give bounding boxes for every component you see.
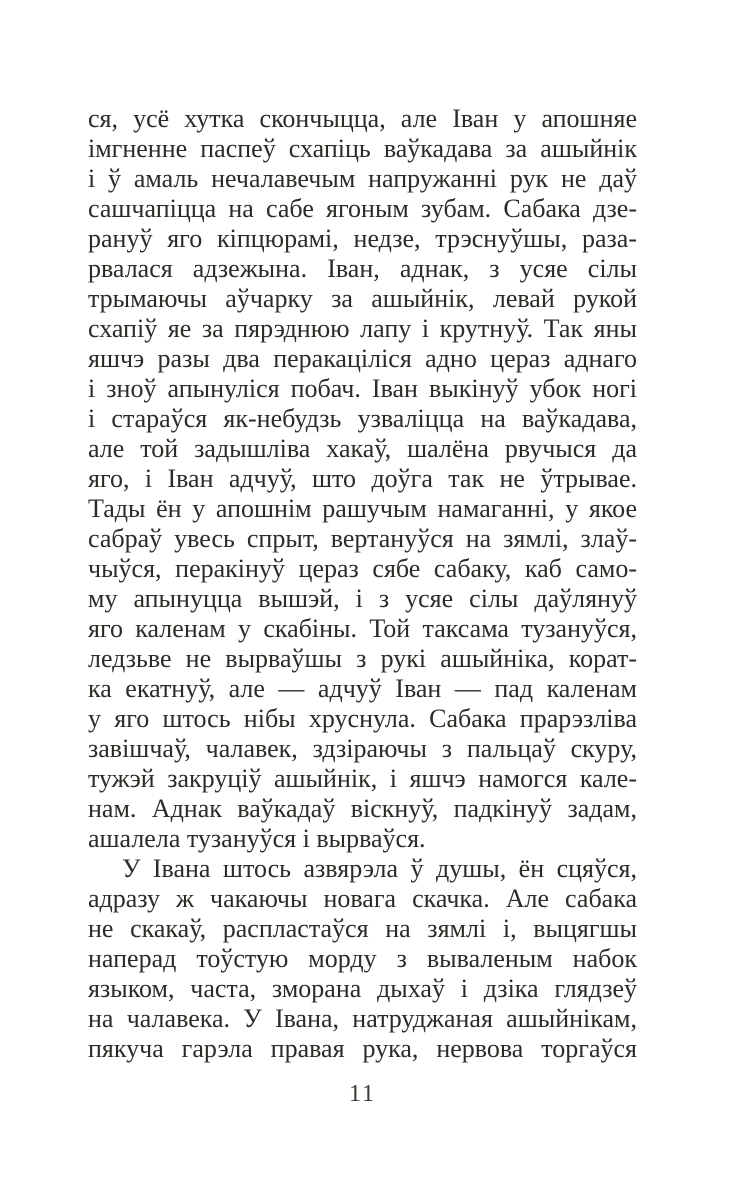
- page-text-block: [88, 104, 637, 1064]
- text-line: му апынуцца вышэй, і з усяе сілы даўлянуў: [88, 584, 637, 613]
- text-line: імгненне паспеў схапіць ваўкадава за ашыйнік: [88, 134, 637, 163]
- text-line: сабраў увесь спрыт, вертануўся на зямлі, злаў-: [88, 524, 637, 553]
- text-line: і зноў апынуліся побач. Іван выкінуў убок ногі: [88, 374, 637, 403]
- text-line: яго, і Іван адчуў, што доўга так не ўтрывае.: [88, 464, 637, 493]
- text-line: рануў яго кіпцюрамі, недзе, трэснуўшы, раза-: [88, 224, 637, 253]
- page-number: 11: [348, 1081, 377, 1107]
- text-line: наперад тоўстую морду з вываленым набок: [88, 944, 637, 973]
- text-line: ледзьве не вырваўшы з рукі ашыйніка, корат-: [88, 644, 637, 673]
- text-line: яшчэ разы два перакаціліся адно цераз аднаго: [88, 344, 637, 373]
- text-line: рвалася адзежына. Іван, аднак, з усяе сілы: [88, 254, 637, 283]
- text-line: пякуча гарэла правая рука, нервова торгаўся: [88, 1034, 637, 1063]
- text-line: яго каленам у скабіны. Той таксама тузануўся,: [88, 614, 637, 643]
- text-line: языком, часта, зморана дыхаў і дзіка глядзеў: [88, 974, 637, 1003]
- text-line: У Івана штось азвярэла ў душы, ён сцяўся,: [122, 854, 637, 883]
- text-line: сашчапіцца на сабе ягоным зубам. Сабака дзе-: [88, 194, 637, 223]
- text-line: ашалела тузануўся і вырваўся.: [88, 824, 426, 853]
- text-line: не скакаў, распластаўся на зямлі і, выцягшы: [88, 914, 637, 943]
- text-line: ка екатнуў, але — адчуў Іван — пад каленам: [88, 674, 637, 703]
- text-line: адразу ж чакаючы новага скачка. Але сабака: [88, 884, 637, 913]
- text-line: чыўся, перакінуў цераз сябе сабаку, каб само-: [88, 554, 637, 583]
- text-line: на чалавека. У Івана, натруджаная ашыйнікам,: [88, 1004, 637, 1033]
- text-line: і стараўся як-небудзь узваліцца на ваўкадава,: [88, 404, 637, 433]
- text-line: Тады ён у апошнім рашучым намаганні, у якое: [88, 494, 637, 523]
- text-line: схапіў яе за пярэднюю лапу і крутнуў. Так яны: [88, 314, 637, 343]
- text-line: нам. Аднак ваўкадаў віскнуў, падкінуў задам,: [88, 794, 637, 823]
- text-line: у яго штось нібы хруснула. Сабака прарэзліва: [88, 704, 637, 733]
- text-line: трымаючы аўчарку за ашыйнік, левай рукой: [88, 284, 637, 313]
- text-line: але той задышліва хакаў, шалёна рвучыся да: [88, 434, 637, 463]
- text-line: завішчаў, чалавек, здзіраючы з пальцаў скуру,: [88, 734, 637, 763]
- text-line: тужэй закруціў ашыйнік, і яшчэ намогся кале-: [88, 764, 637, 793]
- text-line: і ў амаль нечалавечым напружанні рук не даў: [88, 164, 637, 193]
- text-line: ся, усё хутка скончыцца, але Іван у апошняе: [88, 104, 637, 133]
